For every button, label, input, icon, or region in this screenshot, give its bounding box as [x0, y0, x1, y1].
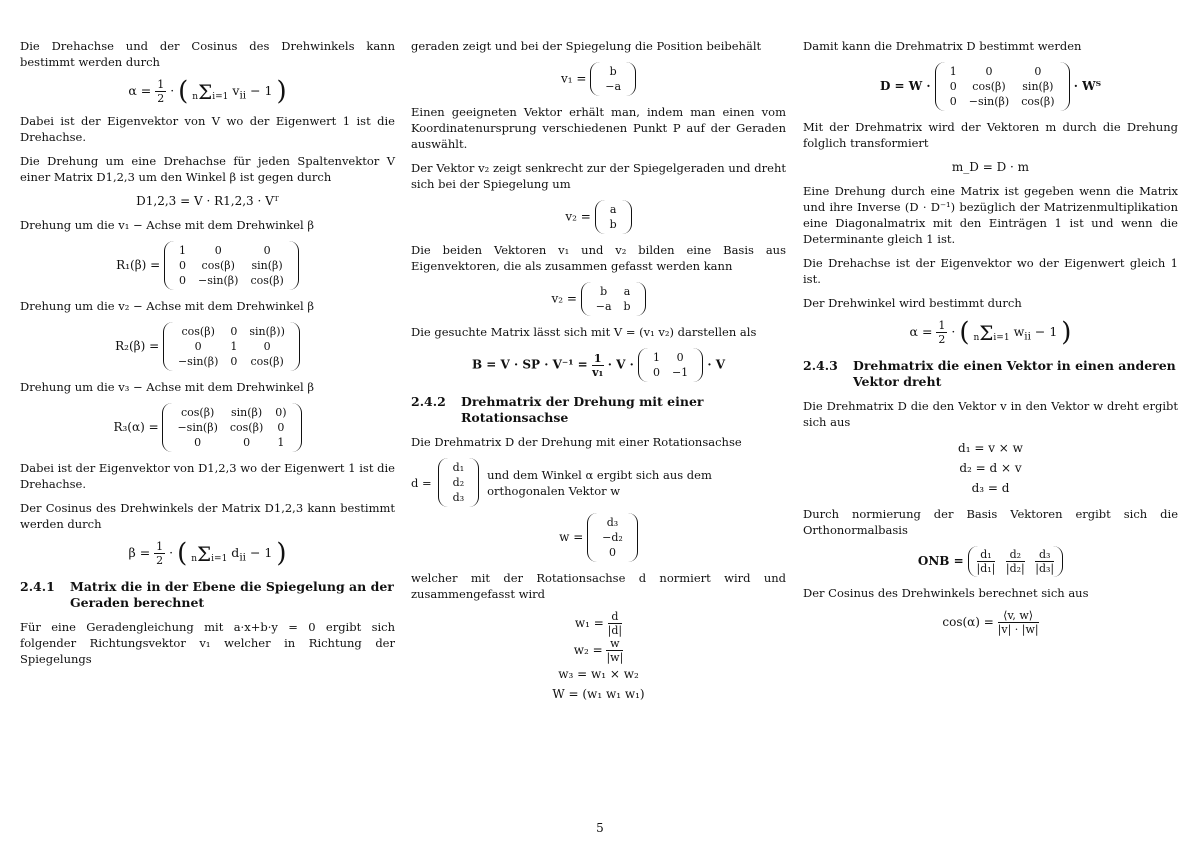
- equation-b: B = V · SP · V⁻¹ = $\frac{1}{\text{v₁}}$ · V · 1 0 0 −1 · V: [411, 348, 786, 382]
- equation-v2: v₂ = a b: [411, 200, 786, 234]
- paragraph: Eine Drehung durch eine Matrix ist gegeben wenn die Matrix und ihre Inverse (D · D⁻¹) bezüglich der Matrizenmultiplikation eine Diagonalmatrix mit den Einträgen 1 ist und wenn die Determinante gleich 1 ist.: [803, 184, 1178, 246]
- paragraph: Die beiden Vektoren v₁ und v₂ bilden eine Basis aus Eigenvektoren, die als zusammen gefasst werden kann: [411, 243, 786, 273]
- column-2: [411, 38, 786, 712]
- equation-alpha: α = $\frac{1}{2}$ · ( nΣi=1 $v_{ii} - 1$ ): [128, 76, 287, 107]
- equation-cos: cos(α) = $\frac{⟨v, w⟩}{|v| \cdot |w|}$: [942, 609, 1039, 636]
- equation-basis: v₂ = b a −a b: [411, 282, 786, 316]
- column-1: [20, 38, 395, 675]
- paragraph: Für eine Geradengleichung mit a·x+b·y = 0 ergibt sich folgender Richtungsvektor v₁ welcher in Richtung der Spiegelungs: [20, 620, 395, 666]
- equation-alpha-w: α = $\frac{1}{2}$ · ( nΣi=1 $w_{ii} - 1$ ): [909, 317, 1072, 348]
- equation-d: D = W · 1 0 0 0 cos(β) sin(β) 0 −sin(β) cos(β) · Wᵀ: [803, 62, 1178, 111]
- paragraph: Dabei ist der Eigenvektor von V wo der Eigenwert 1 ist die Drehachse.: [20, 114, 395, 144]
- matrix: 1 0 0 0 cos(β) sin(β) 0 −sin(β) cos(β): [935, 62, 1070, 111]
- equation-md: m_D = D · m: [951, 160, 1030, 174]
- paragraph: Drehung um die v₂ − Achse mit dem Drehwinkel β: [20, 299, 314, 313]
- equation-r2: R₂(β) = cos(β) 0 sin(β)) 0 1 0 −sin(β) 0 cos(β): [20, 322, 395, 371]
- paragraph: Der Vektor v₂ zeigt senkrecht zur der Spiegelgeraden und dreht sich bei der Spiegelung um: [411, 161, 786, 191]
- equation-d-inline: d = d₁ d₂ d₃ und dem Winkel α ergibt sich aus dem orthogonalen Vektor w: [411, 458, 786, 507]
- paragraph: welcher mit der Rotationsachse d normiert wird und zusammengefasst wird: [411, 571, 786, 601]
- section-heading: 2.4.3 Drehmatrix die einen Vektor in einen anderen Vektor dreht: [803, 358, 1176, 389]
- equation-v1: v₁ = b −a: [411, 62, 786, 96]
- vector: b −a: [590, 62, 636, 96]
- paragraph: Die Drehachse und der Cosinus des Drehwinkels kann bestimmt werden durch: [20, 39, 395, 69]
- paragraph: Drehung um die v₁ − Achse mit dem Drehwinkel β: [20, 218, 314, 232]
- sum-symbol: nΣi=1: [191, 541, 228, 566]
- paragraph: Der Cosinus des Drehwinkels berechnet sich aus: [803, 586, 1089, 600]
- paragraph: Die Drehachse ist der Eigenvektor wo der Eigenwert gleich 1 ist.: [803, 256, 1178, 286]
- paragraph: Der Cosinus des Drehwinkels der Matrix D1,2,3 kann bestimmt werden durch: [20, 501, 395, 531]
- paragraph: Durch normierung der Basis Vektoren ergibt sich die Orthonormalbasis: [803, 507, 1178, 537]
- paragraph: Die gesuchte Matrix lässt sich mit V = (v₁ v₂) darstellen als: [411, 325, 757, 339]
- matrix: 1 0 0 −1: [638, 348, 703, 382]
- vector: d₃ −d₂ 0: [587, 513, 638, 562]
- paragraph: Mit der Drehmatrix wird der Vektoren m durch die Drehung folglich transformiert: [803, 120, 1178, 150]
- paragraph: Drehung um die v₃ − Achse mit dem Drehwinkel β: [20, 380, 314, 394]
- matrix: 1 0 0 0 cos(β) sin(β) 0 −sin(β) cos(β): [164, 241, 299, 290]
- paragraph: Der Drehwinkel wird bestimmt durch: [803, 296, 1022, 310]
- vector: d₁ d₂ d₃: [438, 458, 479, 507]
- equation-w: w = d₃ −d₂ 0: [411, 513, 786, 562]
- sum-symbol: nΣi=1: [192, 79, 229, 104]
- equation-list-d: d₁ = v × w d₂ = d × v d₃ = d: [958, 441, 1023, 495]
- paragraph: Dabei ist der Eigenvektor von D1,2,3 wo der Eigenwert 1 ist die Drehachse.: [20, 461, 395, 491]
- paragraph: Die Drehung um eine Drehachse für jeden Spaltenvektor V einer Matrix D1,2,3 um den Winkel β ist gegen durch: [20, 154, 395, 184]
- paragraph: geraden zeigt und bei der Spiegelung die Position beibehält: [411, 39, 762, 53]
- matrix: $\frac{\text{d₁}}{\text{|d₁|}}$ $\frac{\text{d₂}}{\text{|d₂|}}$ $\frac{\text{d₃}}{\text{|d₃|}}$: [968, 546, 1064, 577]
- paragraph: Damit kann die Drehmatrix D bestimmt werden: [803, 39, 1082, 53]
- matrix: b a −a b: [581, 282, 646, 316]
- equation-r1: R₁(β) = 1 0 0 0 cos(β) sin(β) 0 −sin(β) cos(β): [20, 241, 395, 290]
- equation-beta: β = $\frac{1}{2}$ · ( nΣi=1 $d_{ii} - 1$ ): [128, 538, 287, 569]
- paragraph: Einen geeigneten Vektor erhält man, indem man einen vom Koordinatenursprung verschiedenen Punkt P auf der Geraden auswählt.: [411, 105, 786, 151]
- equation-onb: ONB = $\frac{\text{d₁}}{\text{|d₁|}}$ $\frac{\text{d₂}}{\text{|d₂|}}$ $\frac{\text{d₃}}{\text{|d₃|}}$: [803, 546, 1178, 577]
- page-number: 5: [596, 821, 604, 835]
- paragraph: Die Drehmatrix D der Drehung mit einer Rotationsachse: [411, 435, 742, 449]
- matrix: cos(β) 0 sin(β)) 0 1 0 −sin(β) 0 cos(β): [163, 322, 300, 371]
- section-heading: 2.4.1 Matrix die in der Ebene die Spiegelung an der Geraden berechnet: [20, 579, 394, 610]
- sum-symbol: nΣi=1: [973, 320, 1010, 345]
- vector: a b: [595, 200, 632, 234]
- section-heading: 2.4.2 Drehmatrix der Drehung mit einer Rotationsachse: [411, 394, 704, 425]
- paragraph: Die Drehmatrix D die den Vektor v in den Vektor w dreht ergibt sich aus: [803, 399, 1178, 429]
- equation-d123: D1,2,3 = V · R1,2,3 · Vᵀ: [136, 194, 279, 208]
- equation-r3: R₃(α) = cos(β) sin(β) 0) −sin(β) cos(β) 0 0 0 1: [20, 403, 395, 452]
- equation-list-w: w₁ = $\frac{d}{|d|}$ w₂ = $\frac{w}{|w|}$ w₃ = w₁ × w₂ W = (w₁ w₁ w₁): [552, 610, 645, 701]
- column-3: [803, 38, 1178, 644]
- matrix: cos(β) sin(β) 0) −sin(β) cos(β) 0 0 0 1: [162, 403, 301, 452]
